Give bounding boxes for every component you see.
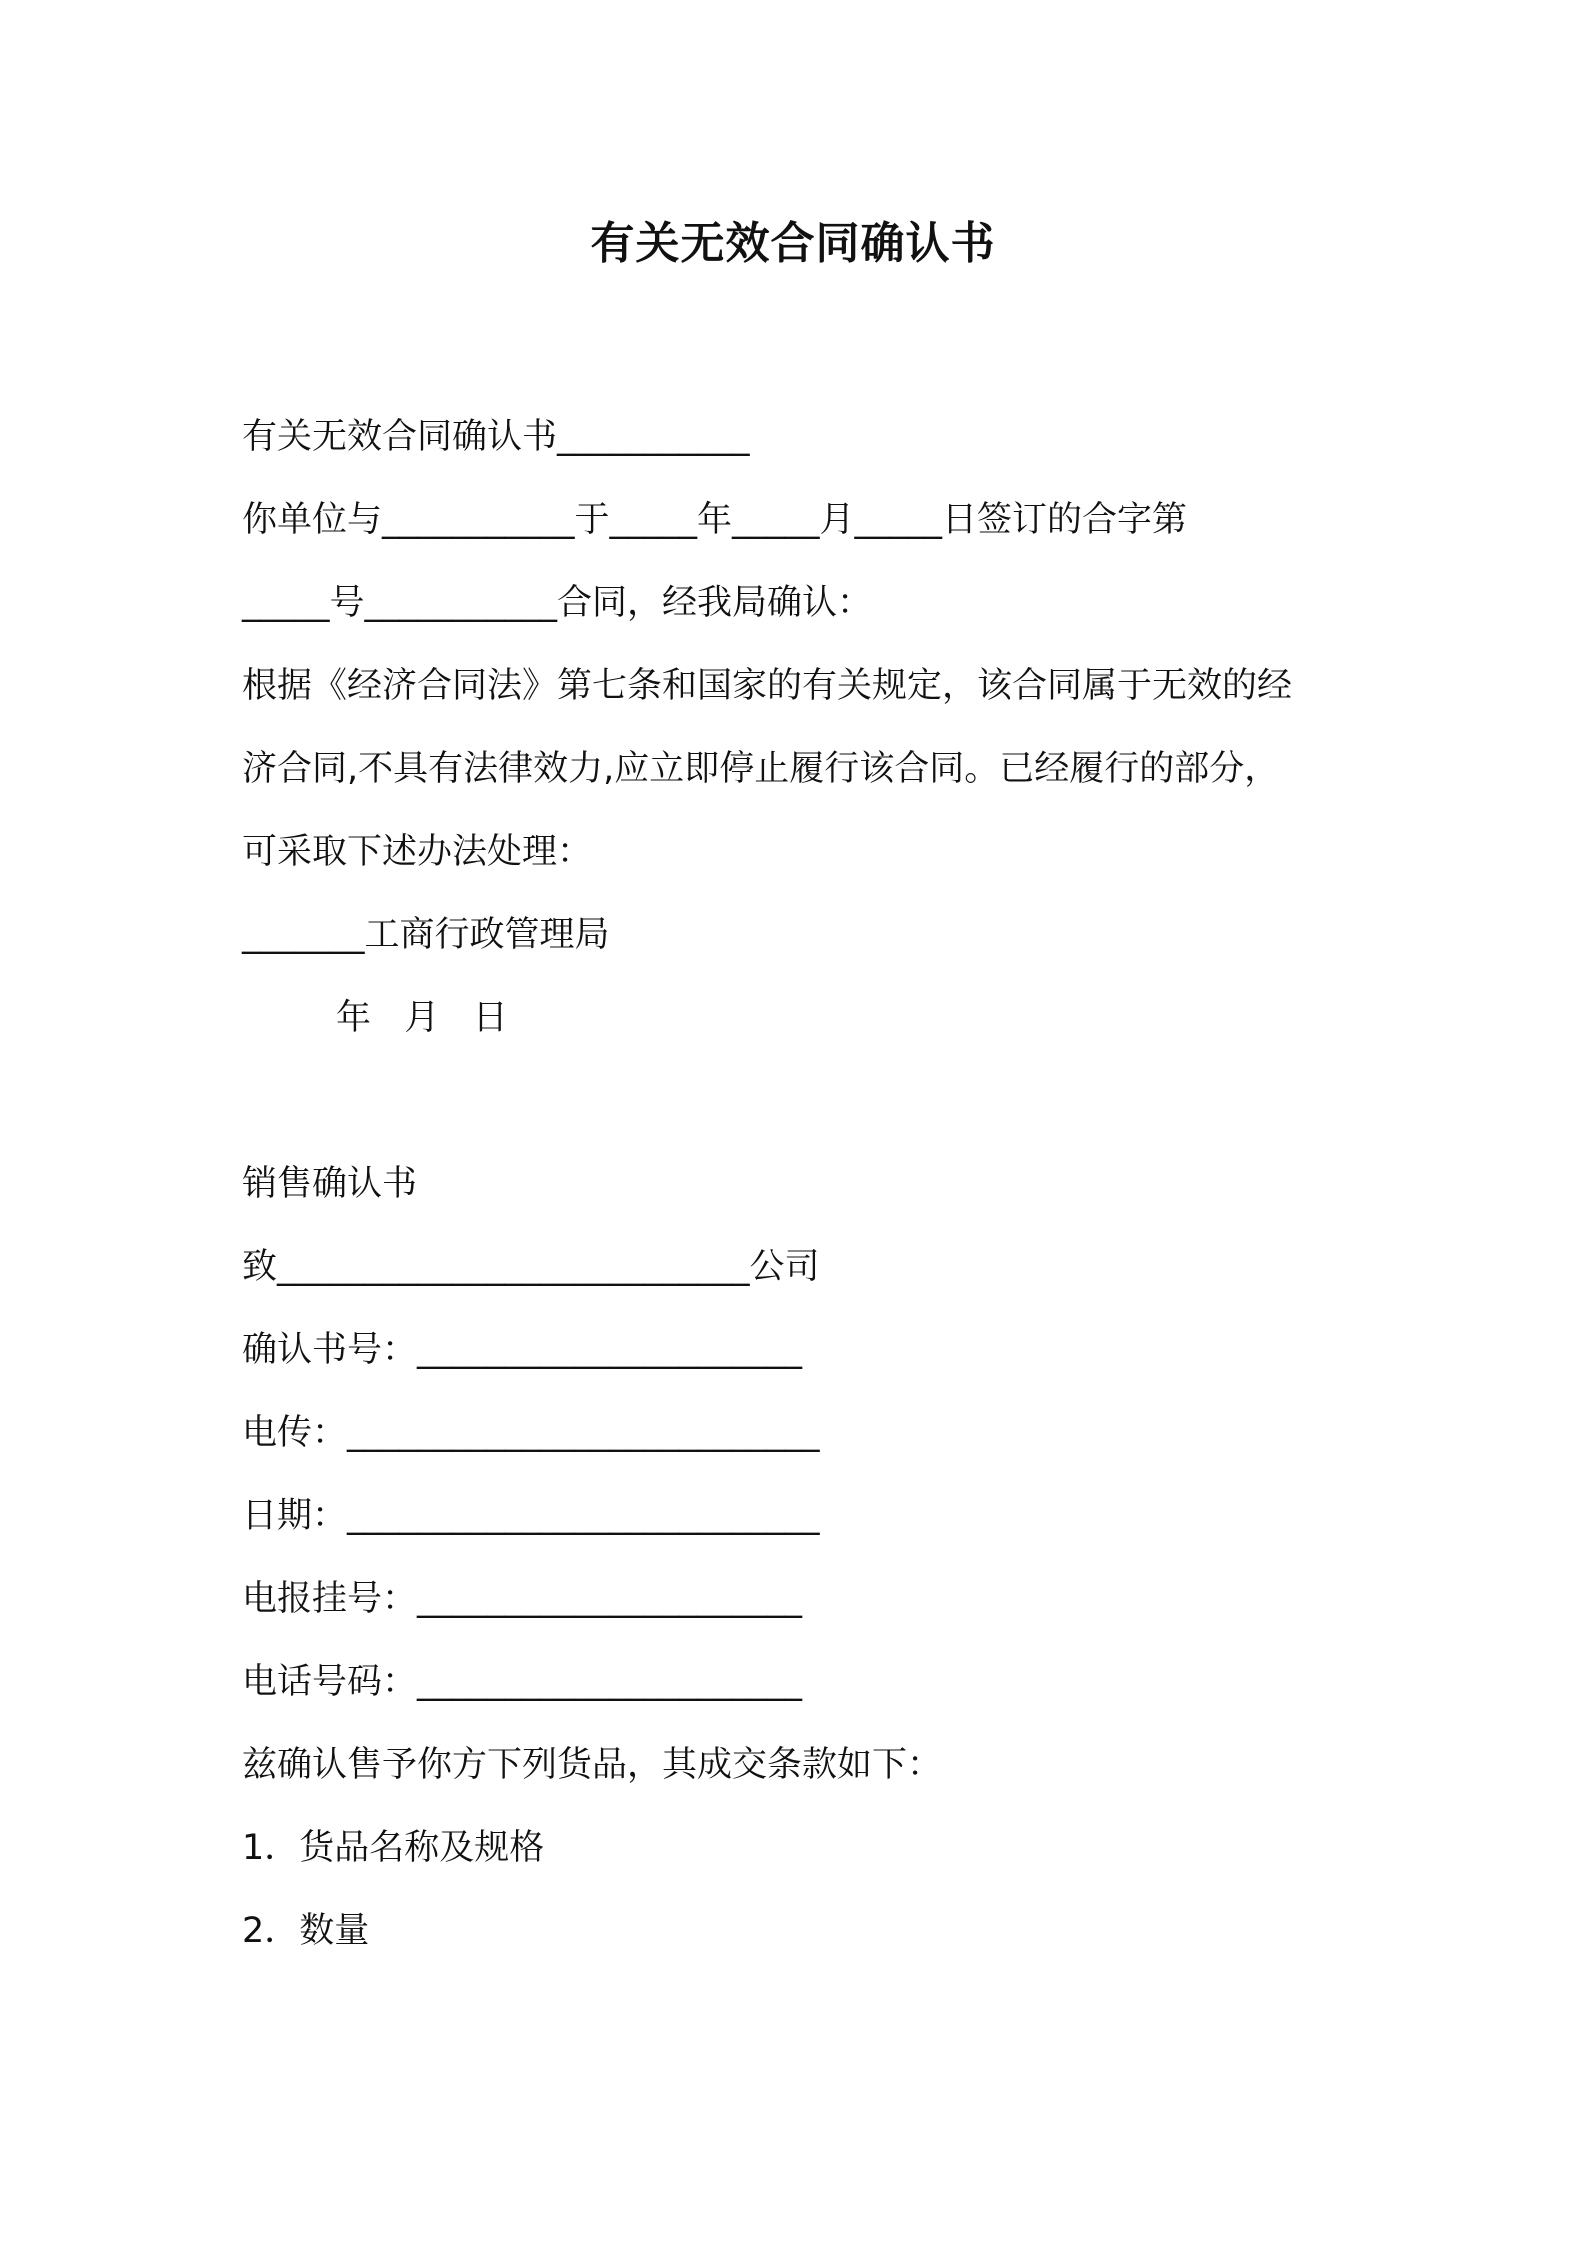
document-title: 有关无效合同确认书	[590, 218, 996, 269]
section1-heading: 有关无效合同确认书___________	[242, 417, 750, 457]
section1-line1: 你单位与___________于_____年_____月_____日签订的合字第	[242, 500, 1188, 540]
section2-fax: 电传：___________________________	[242, 1413, 820, 1453]
section2-to: 致___________________________公司	[242, 1247, 820, 1287]
section1-para1: 根据《经济合同法》第七条和国家的有关规定，该合同属于无效的经	[242, 666, 1293, 706]
section1-line2: _____号___________合同，经我局确认：	[242, 583, 873, 623]
section2-item1: 1．货品名称及规格	[242, 1828, 545, 1868]
section2-phone: 电话号码：______________________	[242, 1662, 803, 1702]
section1-authority: _______工商行政管理局	[242, 915, 610, 955]
section2-cable: 电报挂号：______________________	[242, 1579, 803, 1619]
section2-intro: 兹确认售予你方下列货品，其成交条款如下：	[242, 1745, 943, 1785]
section2-item2: 2．数量	[242, 1911, 370, 1951]
section2-date: 日期：___________________________	[242, 1496, 820, 1536]
section1-para2: 济合同,不具有法律效力,应立即停止履行该合同。已经履行的部分，	[242, 749, 1280, 789]
section1-date: 年 月 日	[336, 998, 508, 1038]
section2-confirm-no: 确认书号：______________________	[242, 1330, 803, 1370]
section2-heading: 销售确认书	[242, 1164, 418, 1204]
section1-para3: 可采取下述办法处理：	[242, 832, 593, 872]
